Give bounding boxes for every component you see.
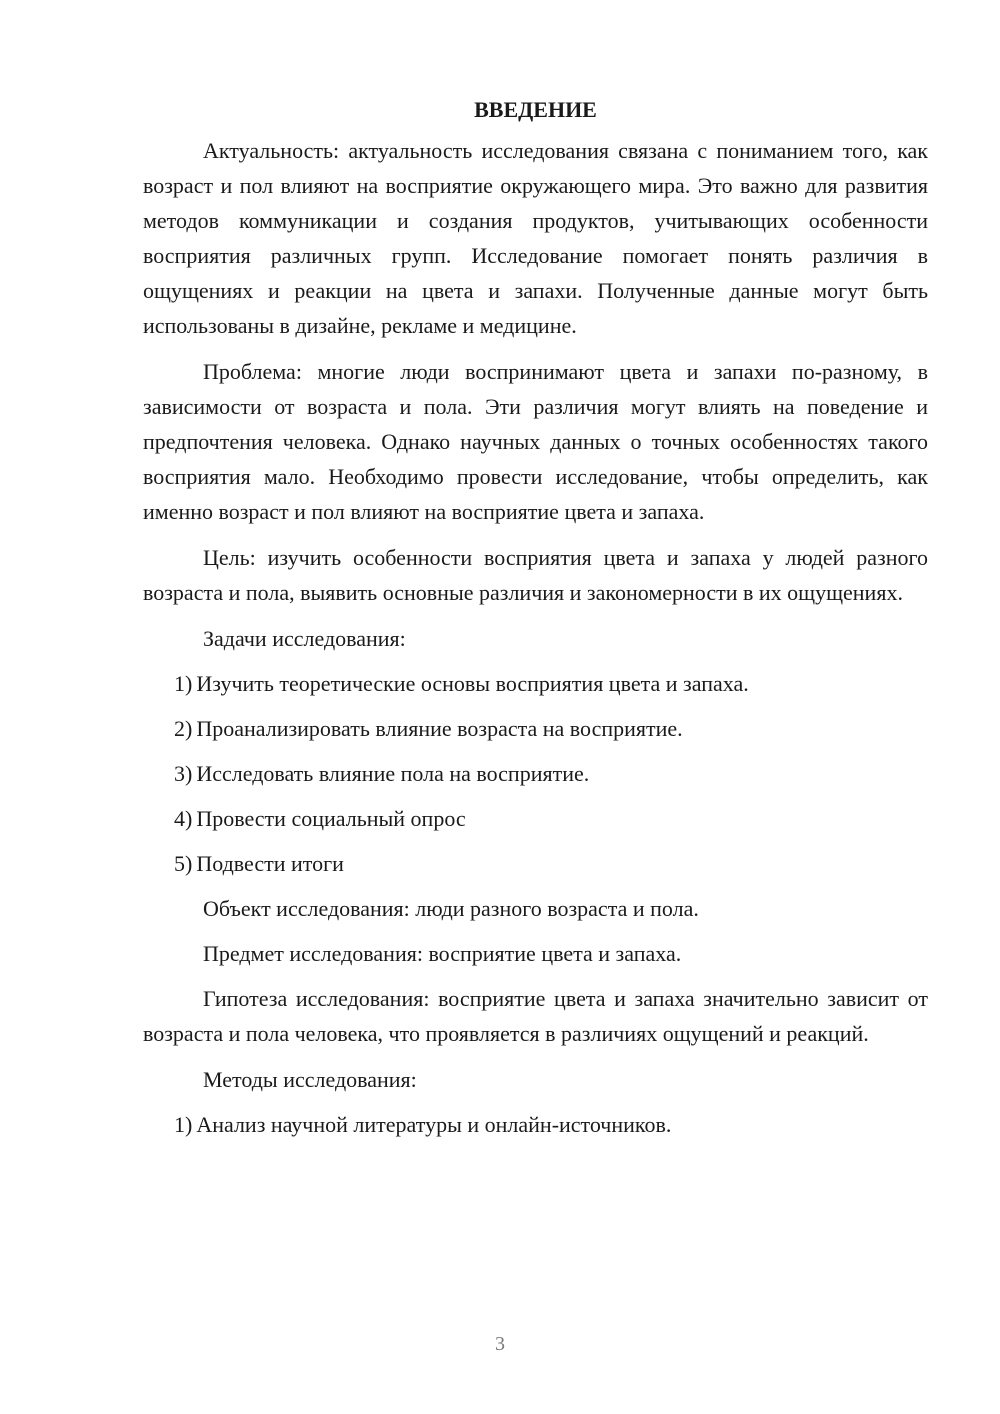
- paragraph-goal: Цель: изучить особенности восприятия цвета и запаха у людей разного возраста и пола, выявить основные различия и закономерности в их ощущениях.: [143, 545, 928, 605]
- list-item-number: 4): [174, 806, 193, 831]
- list-item-number: 3): [174, 761, 193, 786]
- tasks-list: [143, 666, 928, 881]
- list-item: [143, 1107, 928, 1142]
- list-item-number: 1): [174, 1112, 193, 1137]
- list-item-text: Проанализировать влияние возраста на восприятие.: [196, 716, 683, 741]
- document-page: [143, 92, 928, 1152]
- page-title: ВВЕДЕНИЕ: [474, 97, 597, 122]
- research-object: Объект исследования: люди разного возраста и пола.: [203, 896, 699, 921]
- methods-heading: Методы исследования:: [203, 1067, 417, 1092]
- paragraph-problem: Проблема: многие люди воспринимают цвета и запахи по-разному, в зависимости от возраста и пола. Эти различия могут влиять на поведение и предпочтения человека. Однако научных данных о точных особенностях такого восприятия мало. Необходимо провести исследование, чтобы определить, как именно возраст и пол влияют на восприятие цвета и запаха.: [143, 359, 928, 524]
- list-item-number: 5): [174, 851, 193, 876]
- methods-list: [143, 1107, 928, 1142]
- list-item-text: Исследовать влияние пола на восприятие.: [196, 761, 590, 786]
- list-item-number: 1): [174, 671, 193, 696]
- list-item: [143, 756, 928, 791]
- list-item: [143, 666, 928, 701]
- list-item-text: Изучить теоретические основы восприятия цвета и запаха.: [196, 671, 749, 696]
- paragraph-relevance: Актуальность: актуальность исследования связана с пониманием того, как возраст и пол влияют на восприятие окружающего мира. Это важно для развития методов коммуникации и создания продуктов, учитывающих особенности восприятия различных групп. Исследование помогает понять различия в ощущениях и реакции на цвета и запахи. Полученные данные могут быть использованы в дизайне, рекламе и медицине.: [143, 138, 928, 338]
- research-subject: Предмет исследования: восприятие цвета и запаха.: [203, 941, 682, 966]
- list-item-number: 2): [174, 716, 193, 741]
- list-item-text: Провести социальный опрос: [196, 806, 466, 831]
- list-item-text: Подвести итоги: [196, 851, 344, 876]
- list-item: [143, 801, 928, 836]
- tasks-heading: Задачи исследования:: [203, 626, 406, 651]
- list-item: [143, 711, 928, 746]
- paragraph-hypothesis: Гипотеза исследования: восприятие цвета и запаха значительно зависит от возраста и пола человека, что проявляется в различиях ощущений и реакций.: [143, 986, 928, 1046]
- list-item: [143, 846, 928, 881]
- page-number: 3: [495, 1333, 505, 1355]
- list-item-text: Анализ научной литературы и онлайн-источников.: [196, 1112, 672, 1137]
